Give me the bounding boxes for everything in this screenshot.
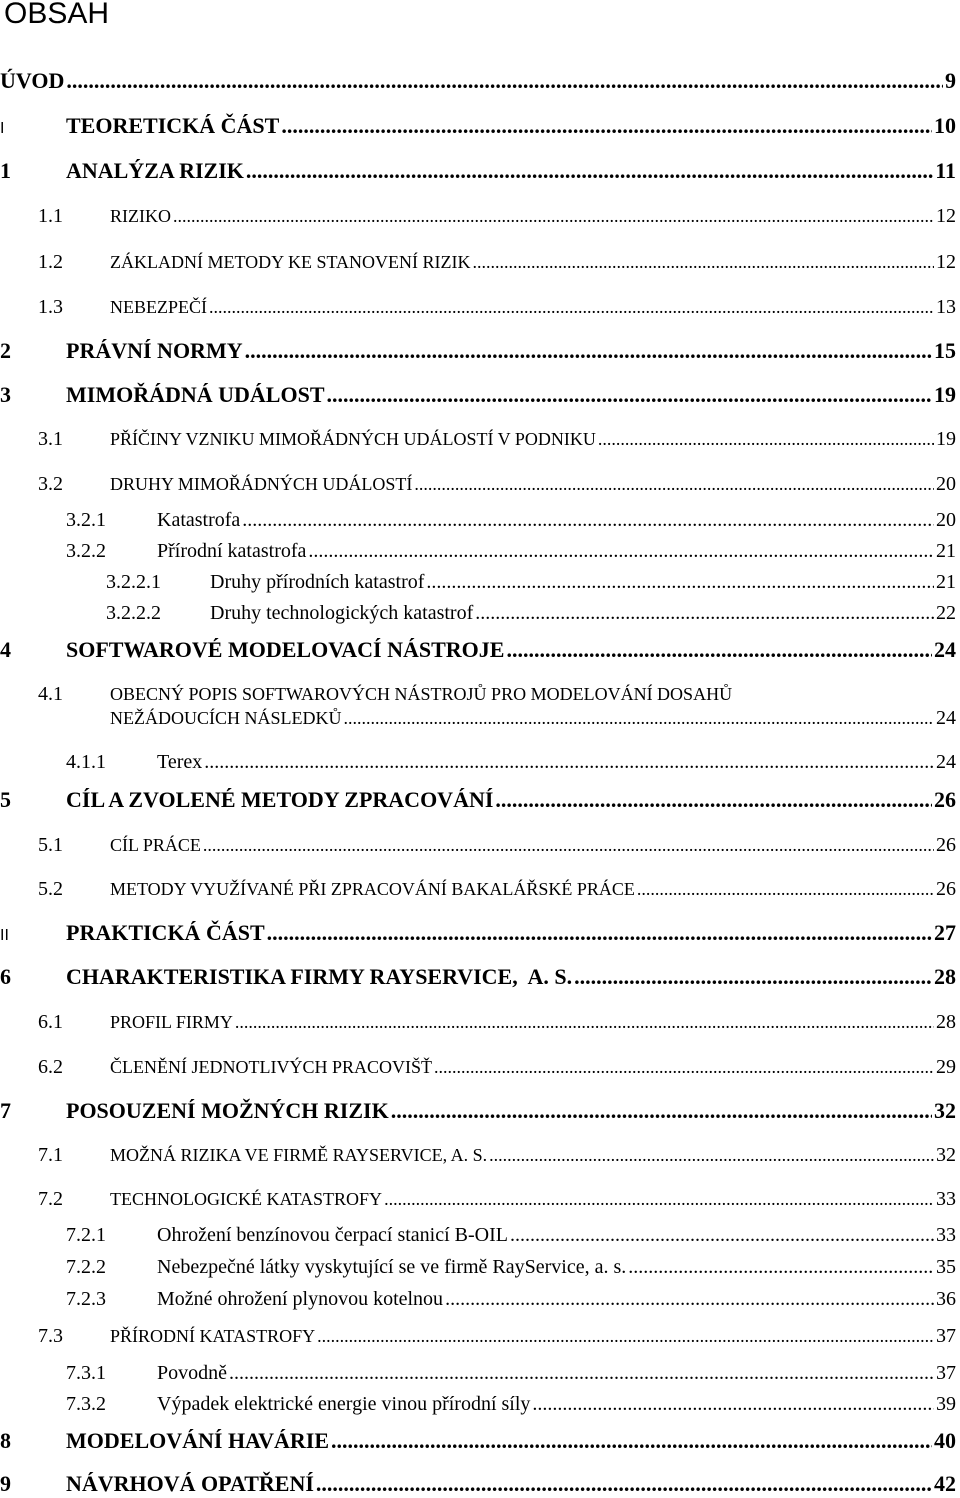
toc-title: OBSAH (4, 0, 110, 30)
toc-leader-dots (308, 538, 934, 564)
toc-entry-page: 32 (936, 1144, 956, 1166)
toc-entry-page: 22 (936, 602, 956, 624)
toc-entry-text: Terex (157, 751, 203, 773)
toc-entry-text: CÍL A ZVOLENÉ METODY ZPRACOVÁNÍ (66, 787, 494, 812)
toc-leader-dots (445, 1286, 934, 1312)
toc-entry-chapter-1[interactable] (0, 158, 956, 184)
toc-entry-number: 7.2.3 (66, 1288, 106, 1310)
toc-entry-number: 1.1 (38, 205, 63, 227)
toc-entry-number: 7.3.1 (66, 1362, 106, 1384)
toc-entry-number: 7.2.2 (66, 1256, 106, 1278)
toc-leader-dots (229, 1360, 934, 1386)
toc-leader-dots (391, 1098, 932, 1124)
toc-entry-number: 4.1.1 (66, 751, 106, 773)
toc-leader-dots (245, 338, 932, 364)
toc-entry-text: CÍL PRÁCE (110, 835, 201, 855)
toc-entry-text: DRUHY MIMOŘÁDNÝCH UDÁLOSTÍ (110, 474, 413, 494)
toc-entry-page: 33 (936, 1224, 956, 1246)
toc-entry-1-3[interactable] (0, 294, 956, 320)
toc-entry-page: 20 (936, 473, 956, 495)
toc-entry-7-2-3[interactable] (0, 1286, 956, 1312)
toc-entry-7-2-2[interactable] (0, 1254, 956, 1280)
toc-entry-6-1[interactable] (0, 1009, 956, 1035)
toc-entry-text: Ohrožení benzínovou čerpací stanicí B-OIL (157, 1224, 508, 1246)
toc-entry-page: 10 (934, 113, 956, 138)
toc-entry-page: 27 (934, 920, 956, 945)
toc-entry-page: 26 (936, 878, 956, 900)
toc-entry-uvod[interactable] (0, 68, 956, 94)
toc-leader-dots (475, 600, 934, 626)
toc-entry-number: 7.3 (38, 1325, 63, 1347)
toc-entry-chapter-8[interactable] (0, 1428, 956, 1454)
toc-entry-text: TECHNOLOGICKÉ KATASTROFY (110, 1189, 383, 1209)
toc-entry-number: 3.1 (38, 428, 63, 450)
toc-entry-text: NEBEZPEČÍ (110, 297, 207, 317)
toc-entry-number: 2 (0, 338, 11, 363)
toc-entry-number: 5.1 (38, 834, 63, 856)
toc-entry-page: 33 (936, 1188, 956, 1210)
toc-entry-page: 36 (936, 1288, 956, 1310)
toc-entry-number: I (0, 120, 5, 137)
toc-entry-page: 24 (936, 751, 956, 773)
toc-leader-dots (434, 1054, 934, 1080)
toc-entry-page: 40 (934, 1428, 956, 1453)
toc-entry-1-1[interactable] (0, 203, 956, 229)
toc-leader-dots (331, 1428, 932, 1454)
toc-entry-number: II (0, 927, 9, 944)
toc-leader-dots (489, 1142, 934, 1168)
toc-entry-text: ZÁKLADNÍ METODY KE STANOVENÍ RIZIK (110, 252, 471, 272)
toc-entry-page: 24 (934, 637, 956, 662)
toc-entry-number: 4.1 (38, 683, 63, 705)
toc-entry-page: 21 (936, 571, 956, 593)
toc-entry-text: RIZIKO (110, 206, 171, 226)
toc-leader-dots (267, 920, 932, 946)
toc-entry-number: 1 (0, 158, 11, 183)
toc-entry-7-3-1[interactable] (0, 1360, 956, 1386)
toc-entry-text: ANALÝZA RIZIK (66, 158, 244, 183)
toc-entry-page: 26 (934, 787, 956, 812)
toc-entry-1-2[interactable] (0, 249, 956, 275)
toc-leader-dots (510, 1222, 934, 1248)
toc-entry-number: 5 (0, 787, 11, 812)
toc-entry-number: 3 (0, 382, 11, 407)
toc-entry-text: CHARAKTERISTIKA FIRMY RAYSERVICE, A. S. (66, 964, 573, 989)
toc-entry-text: NÁVRHOVÁ OPATŘENÍ (66, 1471, 314, 1496)
toc-entry-number: 1.2 (38, 251, 63, 273)
toc-leader-dots (204, 749, 934, 775)
toc-entry-text: ČLENĚNÍ JEDNOTLIVÝCH PRACOVIŠŤ (110, 1057, 432, 1077)
toc-entry-5-2[interactable] (0, 876, 956, 902)
toc-entry-page: 15 (934, 338, 956, 363)
toc-entry-3-1[interactable] (0, 426, 956, 452)
toc-entry-6-2[interactable] (0, 1054, 956, 1080)
toc-leader-dots (574, 964, 932, 990)
toc-entry-page: 21 (936, 540, 956, 562)
toc-leader-dots (173, 203, 934, 229)
toc-entry-7-1[interactable] (0, 1142, 956, 1168)
toc-entry-text: TEORETICKÁ ČÁST (66, 113, 280, 138)
toc-leader-dots (316, 1471, 932, 1497)
toc-entry-number: 7.1 (38, 1144, 63, 1166)
toc-entry-3-2-2[interactable] (0, 538, 956, 564)
toc-entry-page: 13 (936, 296, 956, 318)
toc-entry-number: 3.2.1 (66, 509, 106, 531)
toc-leader-dots (246, 158, 933, 184)
toc-entry-number: 9 (0, 1471, 11, 1496)
toc-entry-number: 7 (0, 1098, 11, 1123)
toc-leader-dots (473, 249, 934, 275)
toc-entry-page: 29 (936, 1056, 956, 1078)
toc-leader-dots (598, 426, 934, 452)
toc-entry-page: 9 (945, 68, 956, 93)
toc-entry-3-2-1[interactable] (0, 507, 956, 533)
toc-entry-chapter-6[interactable] (0, 964, 956, 990)
toc-entry-number: 4 (0, 637, 11, 662)
toc-entry-chapter-3[interactable] (0, 382, 956, 408)
toc-entry-text: PŘÍRODNÍ KATASTROFY (110, 1326, 316, 1346)
toc-entry-text: METODY VYUŽÍVANÉ PŘI ZPRACOVÁNÍ BAKALÁŘSKÉ PRÁCE (110, 879, 635, 899)
toc-entry-3-2[interactable] (0, 471, 956, 497)
toc-entry-number: 3.2.2.2 (106, 602, 161, 624)
toc-entry-7-3[interactable] (0, 1323, 956, 1349)
toc-entry-number: 5.2 (38, 878, 63, 900)
toc-entry-text: PŘÍČINY VZNIKU MIMOŘÁDNÝCH UDÁLOSTÍ V PODNIKU (110, 429, 596, 449)
toc-entry-page: 28 (934, 964, 956, 989)
toc-entry-page: 12 (936, 205, 956, 227)
toc-entry-7-2[interactable] (0, 1186, 956, 1212)
toc-entry-page: 11 (935, 158, 956, 183)
toc-entry-page: 37 (936, 1325, 956, 1347)
toc-entry-5-1[interactable] (0, 832, 956, 858)
toc-entry-text: PRÁVNÍ NORMY (66, 338, 243, 363)
toc-entry-part-2[interactable] (0, 920, 956, 949)
toc-entry-text: Povodně (157, 1362, 227, 1384)
toc-leader-dots (317, 1323, 934, 1349)
toc-entry-text: MIMOŘÁDNÁ UDÁLOST (66, 382, 325, 407)
toc-entry-text: POSOUZENÍ MOŽNÝCH RIZIK (66, 1098, 389, 1123)
toc-leader-dots (203, 832, 934, 858)
toc-leader-dots (66, 68, 943, 94)
toc-entry-page: 39 (936, 1393, 956, 1415)
toc-entry-page: 28 (936, 1011, 956, 1033)
toc-entry-page: 19 (936, 428, 956, 450)
toc-leader-dots (506, 637, 932, 663)
toc-leader-dots (532, 1391, 934, 1417)
toc-entry-number: 7.2.1 (66, 1224, 106, 1246)
toc-entry-4-1[interactable] (0, 681, 956, 731)
toc-leader-dots (344, 705, 935, 731)
toc-entry-text: SOFTWAROVÉ MODELOVACÍ NÁSTROJE (66, 637, 505, 662)
toc-leader-dots (209, 294, 934, 320)
toc-entry-text: MOŽNÁ RIZIKA VE FIRMĚ RAYSERVICE, A. S. (110, 1145, 488, 1165)
toc-leader-dots (242, 507, 934, 533)
toc-leader-dots (327, 382, 933, 408)
toc-entry-chapter-7[interactable] (0, 1098, 956, 1124)
toc-entry-text: Nebezpečné látky vyskytující se ve firmě RayService, a. s. (157, 1256, 627, 1278)
toc-entry-number: 6.2 (38, 1056, 63, 1078)
toc-entry-chapter-9[interactable] (0, 1471, 956, 1497)
toc-entry-page: 37 (936, 1362, 956, 1384)
toc-entry-text: OBECNÝ POPIS SOFTWAROVÝCH NÁSTROJŮ PRO MODELOVÁNÍ DOSAHŮ (110, 684, 733, 704)
toc-entry-number: 7.2 (38, 1188, 63, 1210)
toc-entry-text: Výpadek elektrické energie vinou přírodní síly (157, 1393, 531, 1415)
toc-entry-text: MODELOVÁNÍ HAVÁRIE (66, 1428, 330, 1453)
toc-entry-4-1-1[interactable] (0, 749, 956, 775)
toc-entry-text: Možné ohrožení plynovou kotelnou (157, 1288, 444, 1310)
toc-leader-dots (235, 1009, 934, 1035)
toc-entry-chapter-5[interactable] (0, 787, 956, 813)
toc-entry-number: 6.1 (38, 1011, 63, 1033)
toc-leader-dots (426, 569, 934, 595)
toc-entry-text: Katastrofa (157, 509, 241, 531)
toc-entry-page: 24 (936, 707, 956, 729)
toc-entry-chapter-4[interactable] (0, 637, 956, 663)
toc-entry-text: PROFIL FIRMY (110, 1012, 233, 1032)
toc-entry-page: 26 (936, 834, 956, 856)
toc-leader-dots (495, 787, 932, 813)
toc-entry-3-2-2-2[interactable] (0, 600, 956, 626)
toc-entry-3-2-2-1[interactable] (0, 569, 956, 595)
toc-entry-part-1[interactable] (0, 113, 956, 142)
toc-entry-number: 6 (0, 964, 11, 989)
toc-entry-page: 32 (934, 1098, 956, 1123)
toc-entry-7-3-2[interactable] (0, 1391, 956, 1417)
toc-entry-page: 19 (934, 382, 956, 407)
toc-entry-text: ÚVOD (0, 68, 65, 93)
toc-entry-number: 3.2.2 (66, 540, 106, 562)
toc-leader-dots (628, 1254, 934, 1280)
toc-entry-number: 7.3.2 (66, 1393, 106, 1415)
toc-entry-text: PRAKTICKÁ ČÁST (66, 920, 265, 945)
toc-leader-dots (384, 1186, 934, 1212)
toc-entry-number: 1.3 (38, 296, 63, 318)
toc-entry-text: Druhy technologických katastrof (210, 602, 474, 624)
toc-entry-page: 20 (936, 509, 956, 531)
toc-entry-7-2-1[interactable] (0, 1222, 956, 1248)
toc-entry-number: 3.2 (38, 473, 63, 495)
toc-entry-number: 3.2.2.1 (106, 571, 161, 593)
toc-leader-dots (414, 471, 934, 497)
toc-entry-number: 8 (0, 1428, 11, 1453)
toc-entry-text-continued: NEŽÁDOUCÍCH NÁSLEDKŮ (110, 708, 342, 728)
toc-entry-text: Druhy přírodních katastrof (210, 571, 425, 593)
toc-leader-dots (281, 113, 932, 139)
toc-entry-chapter-2[interactable] (0, 338, 956, 364)
toc-entry-page: 42 (934, 1471, 956, 1496)
toc-entry-page: 12 (936, 251, 956, 273)
toc-entry-page: 35 (936, 1256, 956, 1278)
toc-entry-text: Přírodní katastrofa (157, 540, 307, 562)
toc-leader-dots (637, 876, 934, 902)
